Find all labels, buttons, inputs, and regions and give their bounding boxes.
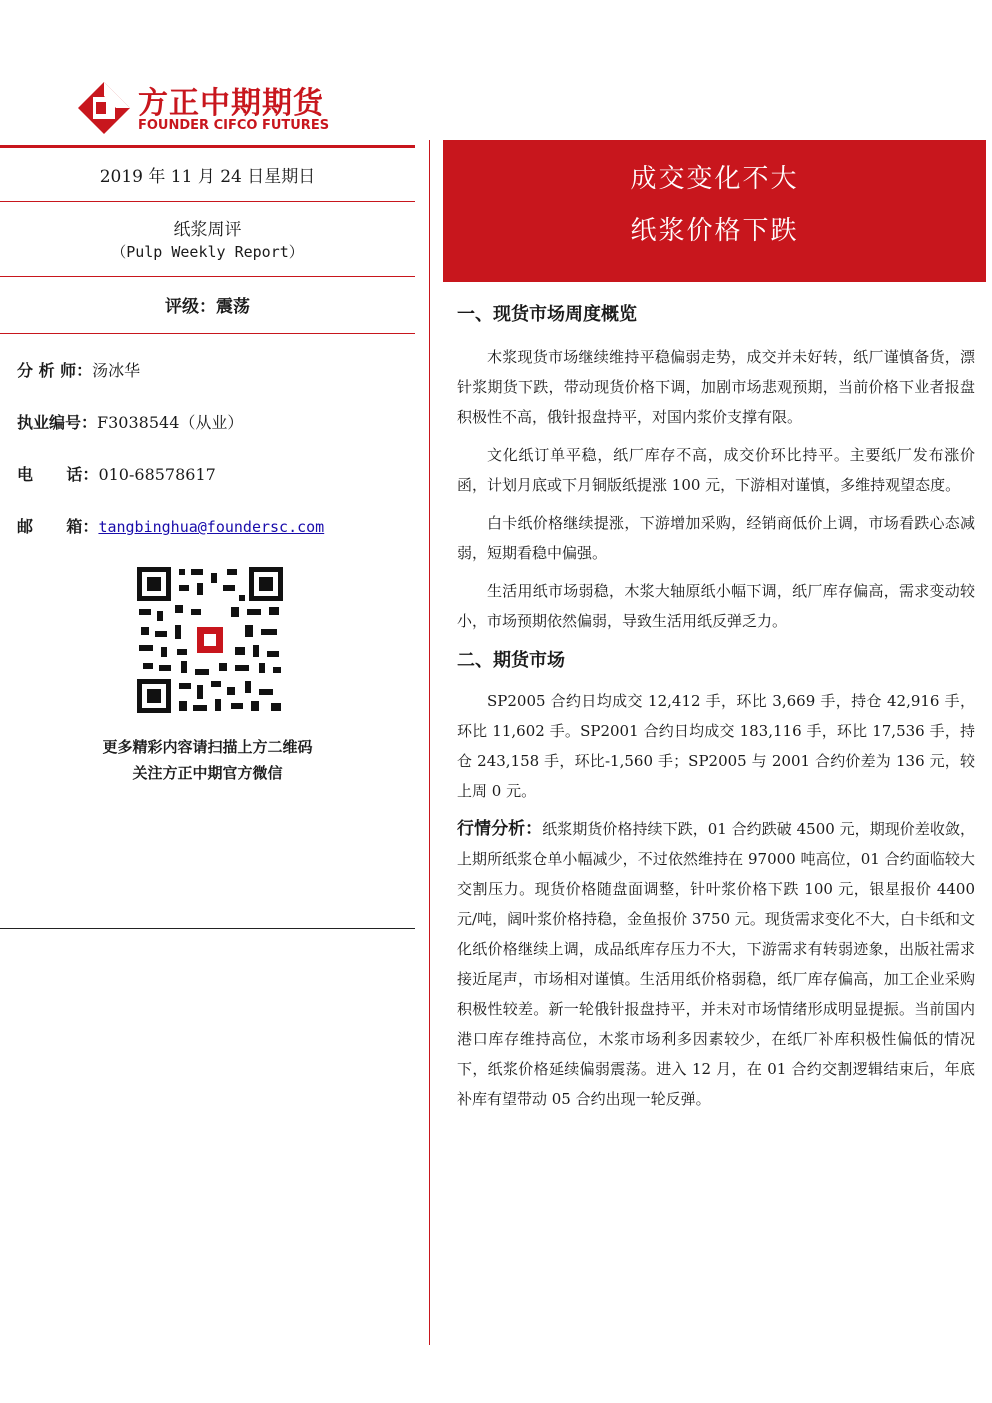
email-row — [17, 514, 324, 537]
headline-line1: 成交变化不大 — [630, 164, 799, 194]
analysis-text: 纸浆期货价格持续下跌，01 合约跌破 4500 元，期现价差收敛，上期所纸浆仓单小幅减少，不过依然维持在 97000 吨高位，01 合约面临较大交割压力。现货价格随盘面调整，针叶浆价格下跌 100 元，银星报价 4400 元/吨，阔叶浆价格持稳，金鱼报价 3750 元。现货需求变化不大，白卡纸和文化纸价格继续上调，成品纸库存压力不大，下游需求有转弱迹象，出版社需求接近尾声，市场相对谨慎。生活用纸价格弱稳，纸厂库存偏高，加工企业采购积极性较差。新一轮俄针报盘持平，并未对市场情绪形成明显提振。当前国内港口库存维持高位，木浆市场利多因素较少，在纸厂补库积极性偏低的情况下，纸浆价格延续偏弱震荡。进入 12 月，在 01 合约交割逻辑结束后，年底补库有望带动 05 合约出现一轮反弹。 — [457, 820, 975, 1108]
qr-caption-line2: 关注方正中期官方微信 — [132, 764, 283, 782]
headline-box — [443, 140, 986, 282]
paragraph-culture-paper: 文化纸订单平稳，纸厂库存不高，成交价环比持平。主要纸厂发布涨价函，计划月底或下月铜版纸提涨 100 元，下游相对谨慎，多维持观望态度。 — [457, 446, 975, 494]
brand-name-cn: 方正中期期货 — [138, 86, 324, 121]
phone-row — [17, 462, 216, 485]
report-date: 2019 年 11 月 24 日星期日 — [99, 167, 316, 187]
section-heading-spot-market: 一、现货市场周度概览 — [457, 304, 637, 325]
license-row — [17, 410, 243, 433]
phone-number: 010-68578617 — [98, 465, 216, 484]
section-heading-futures-market: 二、期货市场 — [457, 650, 565, 671]
divider — [0, 333, 415, 334]
qr-code-icon[interactable] — [135, 565, 285, 715]
paragraph-white-card: 白卡纸价格继续提涨，下游增加采购，经销商低价上调，市场看跌心态减弱，短期看稳中偏强。 — [457, 514, 975, 562]
analyst-row — [17, 358, 140, 381]
email-link[interactable]: tangbinghua@foundersc.com — [98, 518, 325, 536]
rating: 评级：震荡 — [165, 297, 250, 317]
main-content — [457, 300, 975, 1114]
brand-name-en: FOUNDER CIFCO FUTURES — [138, 118, 330, 133]
founder-logo-icon — [78, 82, 130, 134]
license-label: 执业编号： — [17, 413, 98, 432]
headline-line2: 纸浆价格下跌 — [630, 216, 799, 246]
report-name-en: （Pulp Weekly Report） — [111, 243, 304, 261]
paragraph-pulp-spot: 木浆现货市场继续维持平稳偏弱走势，成交并未好转，纸厂谨慎备货，漂针浆期货下跌，带动现货价格下调，加剧市场悲观预期，当前价格下业者报盘积极性不高，俄针报盘持平，对国内浆价支撑有限。 — [457, 348, 975, 426]
phone-label: 电 话： — [17, 465, 99, 484]
divider — [0, 928, 415, 929]
column-divider — [429, 140, 430, 1345]
divider — [0, 276, 415, 277]
report-name: 纸浆周评 — [173, 220, 242, 240]
email-label: 邮 箱： — [17, 517, 99, 536]
qr-caption-line1: 更多精彩内容请扫描上方二维码 — [102, 738, 313, 756]
analyst-name: 汤冰华 — [92, 361, 141, 380]
paragraph-market-analysis — [457, 814, 975, 1114]
divider — [0, 201, 415, 202]
analyst-label: 分 析 师： — [17, 361, 93, 380]
analysis-label: 行情分析： — [457, 819, 543, 839]
license-number: F3038544（从业） — [97, 413, 244, 432]
paragraph-futures-volume: SP2005 合约日均成交 12,412 手，环比 3,669 手，持仓 42,916 手，环比 11,602 手。SP2001 合约日均成交 183,116 手，环比 17,536 手，持仓 243,158 手，环比-1,560 手；SP2005 与 2001 合约价差为 136 元，较上周 0 元。 — [457, 692, 975, 800]
company-logo — [78, 78, 348, 138]
divider — [0, 145, 415, 148]
paragraph-household-paper: 生活用纸市场弱稳，木浆大轴原纸小幅下调，纸厂库存偏高，需求变动较小，市场预期依然偏弱，导致生活用纸反弹乏力。 — [457, 582, 975, 630]
